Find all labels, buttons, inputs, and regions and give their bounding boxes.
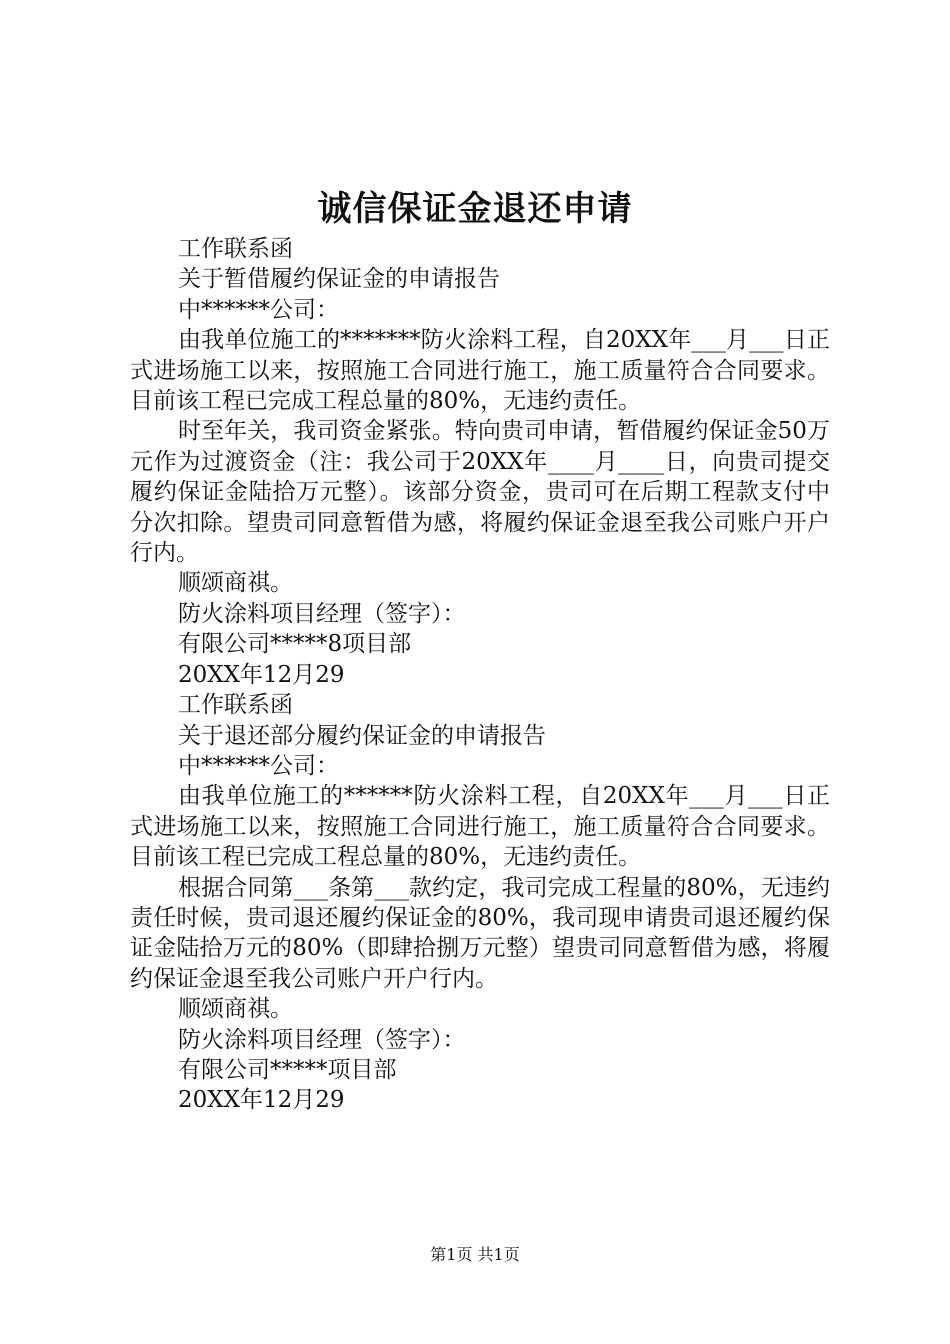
letter-closing: 顺颂商祺。 (178, 996, 293, 1023)
letter-heading: 工作联系函 (178, 692, 293, 719)
letter-paragraph: 时至年关，我司资金紧张。特向贵司申请，暂借履约保证金50万元作为过渡资金（注：我公司于20XX年____月____日，向贵司提交履约保证金陆拾万元整）。该部分资金，贵司可在后期工程款支付中分次扣除。望贵司同意暂借为感，将履约保证金退至我公司账户开户行内。 (130, 418, 830, 567)
letter-department: 有限公司*****8项目部 (178, 631, 412, 658)
letter-department: 有限公司*****项目部 (178, 1056, 397, 1083)
letter-heading: 工作联系函 (178, 236, 293, 262)
letter-closing: 顺颂商祺。 (178, 570, 293, 597)
letter-paragraph: 根据合同第___条第___款约定，我司完成工程量的80%，无违约责任时候，贵司退还履约保证金的80%，我司现申请贵司退还履约保证金陆拾万元的80%（即肆拾捌万元整）望贵司同意暂借为感，将履约保证金退至我公司账户开户行内。 (130, 874, 830, 992)
letter-paragraph: 由我单位施工的******防火涂料工程，自20XX年___月___日正式进场施工以来，按照施工合同进行施工，施工质量符合合同要求。目前该工程已完成工程总量的80%，无违约责任。 (130, 783, 830, 871)
letter-date: 20XX年12月29 (178, 1087, 345, 1114)
letter-signature: 防火涂料项目经理（签字）： (178, 1026, 466, 1053)
document-body (130, 234, 830, 1116)
letter-signature: 防火涂料项目经理（签字）： (178, 600, 466, 627)
letter-date: 20XX年12月29 (178, 661, 345, 688)
letter-addressee: 中******公司： (178, 752, 339, 779)
letter-addressee: 中******公司： (178, 296, 339, 323)
letter-paragraph: 由我单位施工的*******防火涂料工程，自20XX年___月___日正式进场施工以来，按照施工合同进行施工，施工质量符合合同要求。目前该工程已完成工程总量的80%，无违约责任。 (130, 327, 830, 415)
letter-subject: 关于暂借履约保证金的申请报告 (178, 266, 500, 293)
document-title: 诚信保证金退还申请 (317, 189, 633, 229)
page-footer: 第1页 共1页 (430, 1245, 520, 1264)
letter-subject: 关于退还部分履约保证金的申请报告 (178, 722, 546, 749)
